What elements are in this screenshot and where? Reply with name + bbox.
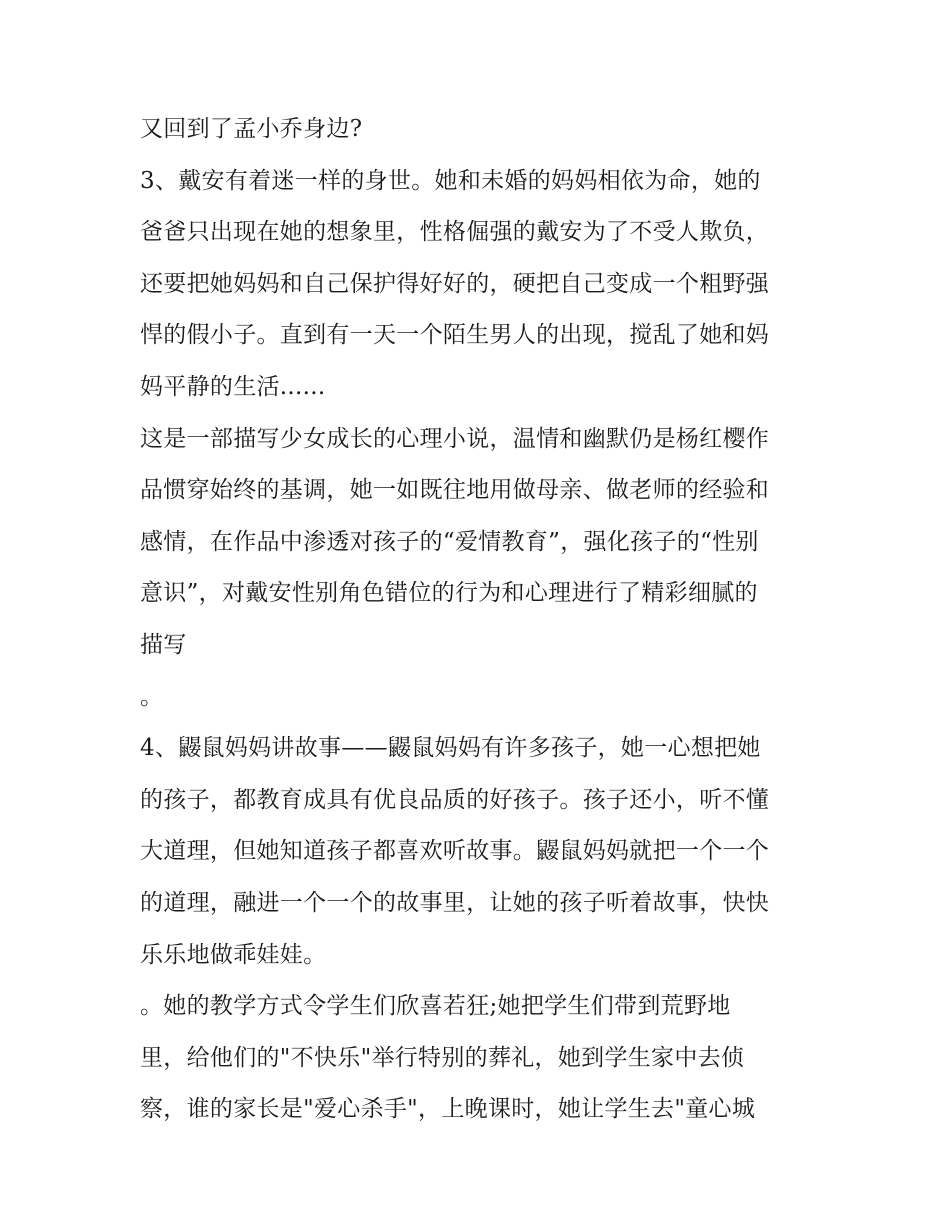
text-line: 。她的教学方式令学生们欣喜若狂;她把学生们带到荒野地 — [140, 993, 731, 1020]
text-line: 还要把她妈妈和自己保护得好好的，硬把自己变成一个粗野强 — [140, 270, 770, 297]
text-line: 乐乐地做乖娃娃。 — [140, 941, 327, 968]
text-line: 。 — [140, 683, 164, 710]
text-line: 的道理，融进一个一个的故事里，让她的孩子听着故事，快快 — [140, 889, 770, 916]
text-line: 大道理，但她知道孩子都喜欢听故事。鼹鼠妈妈就把一个一个 — [140, 838, 770, 865]
text-line: 意识”，对戴安性别角色错位的行为和心理进行了精彩细腻的 — [140, 580, 758, 607]
text-line: 察，谁的家长是"爱心杀手"，上晚课时，她让学生去"童心城 — [140, 1096, 756, 1123]
text-line: 又回到了孟小乔身边? — [140, 116, 363, 142]
text-line: 感情，在作品中渗透对孩子的“爱情教育”，强化孩子的“性别 — [140, 528, 759, 555]
text-line: 的孩子，都教育成具有优良品质的好孩子。孩子还小，听不懂 — [140, 786, 770, 813]
text-line: 品惯穿始终的基调，她一如既往地用做母亲、做老师的经验和 — [140, 477, 770, 504]
text-line: 描写 — [140, 631, 187, 658]
text-line: 里，给他们的"不快乐"举行特别的葬礼，她到学生家中去侦 — [140, 1044, 745, 1071]
body-text — [140, 104, 820, 1136]
text-line: 悍的假小子。直到有一天一个陌生男人的出现，搅乱了她和妈 — [140, 322, 770, 349]
text-line: 3、戴安有着迷一样的身世。她和未婚的妈妈相依为命，她的 — [140, 167, 761, 194]
text-line: 这是一部描写少女成长的心理小说，温情和幽默仍是杨红樱作 — [140, 425, 770, 452]
text-line: 4、鼹鼠妈妈讲故事——鼹鼠妈妈有许多孩子，她一心想把她 — [140, 735, 761, 762]
text-line: 妈平静的生活...... — [140, 373, 326, 400]
text-line: 爸爸只出现在她的想象里，性格倔强的戴安为了不受人欺负， — [140, 219, 770, 246]
